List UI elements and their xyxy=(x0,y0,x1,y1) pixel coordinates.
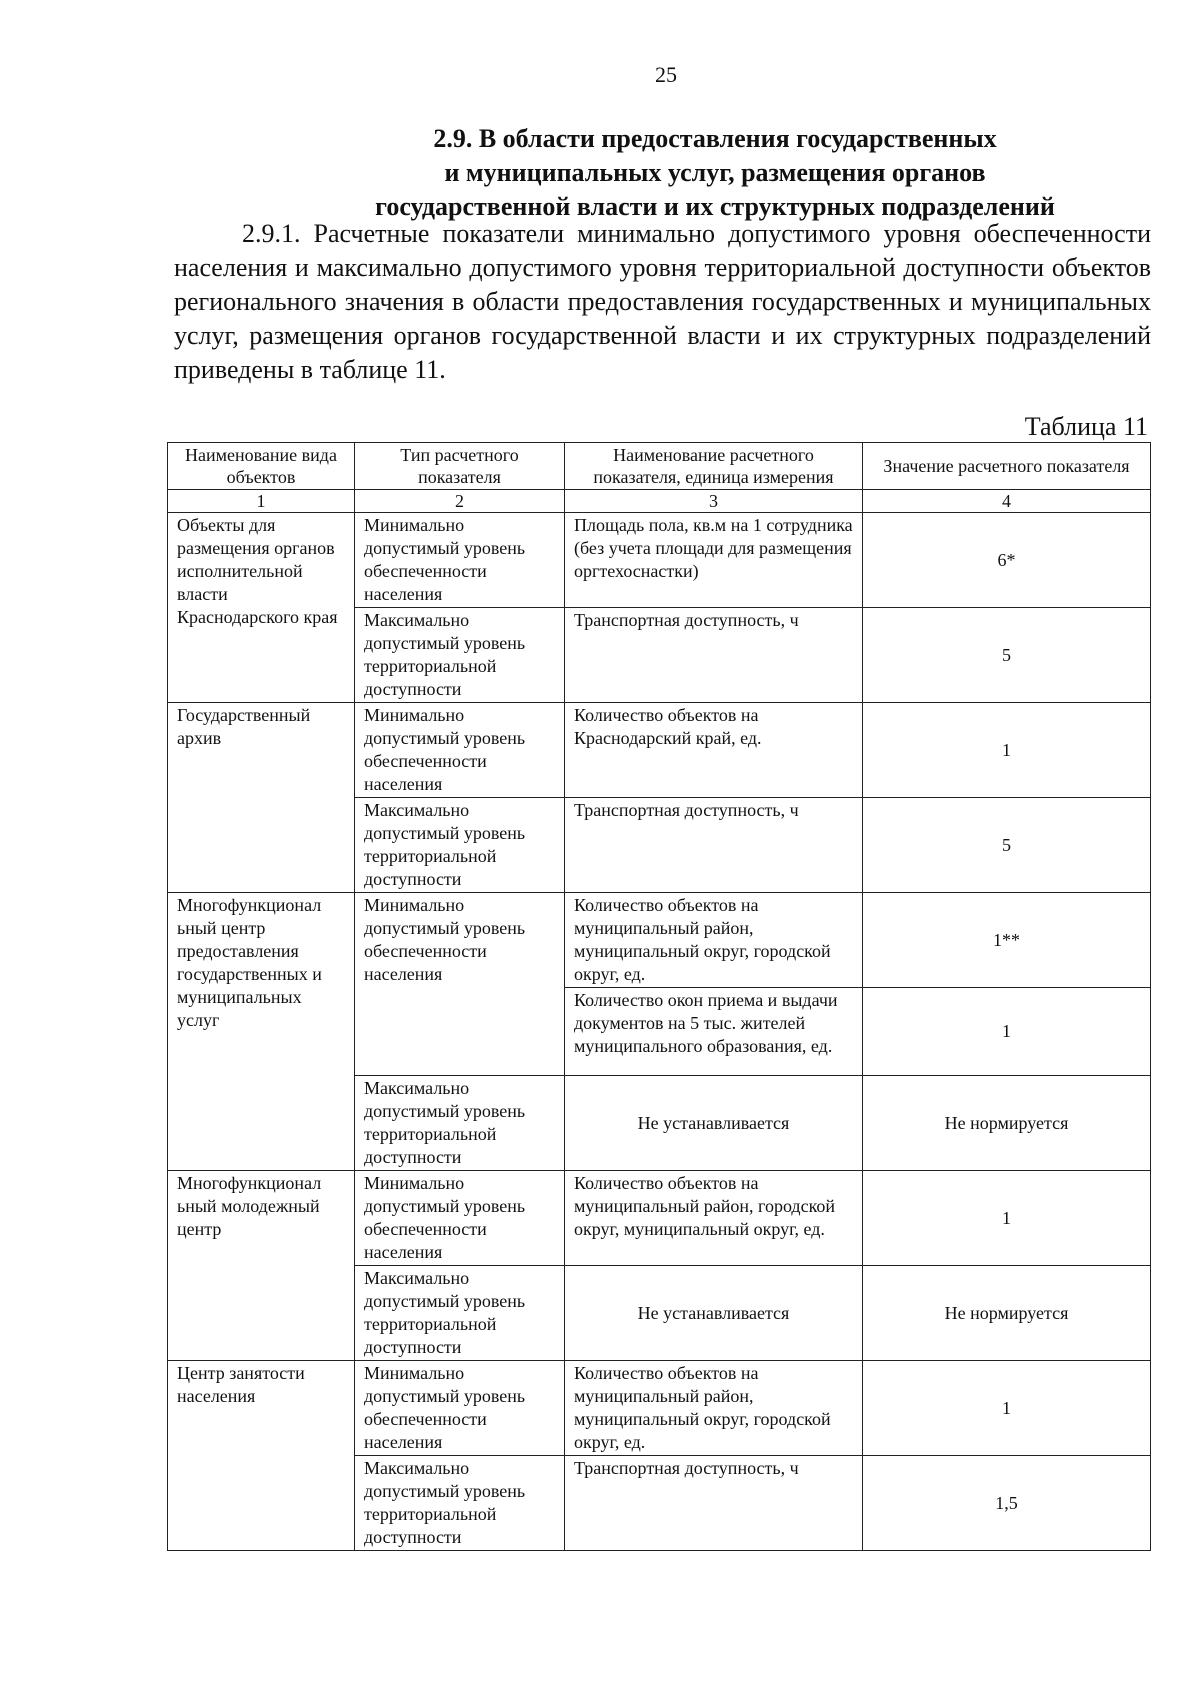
column-number: 4 xyxy=(863,490,1151,513)
norms-table xyxy=(167,442,1151,1551)
column-number: 2 xyxy=(355,490,565,513)
header-cell: Тип расчетного показателя xyxy=(355,443,565,490)
column-number-row xyxy=(168,490,1151,513)
indicator-name-cell: Площадь пола, кв.м на 1 сотрудника (без учета площади для размещения оргтехоснастки) xyxy=(565,513,863,608)
object-name-cell: Многофункционал ьный центр предоставления государственных и муниципальных услуг xyxy=(168,893,355,1171)
header-cell: Значение расчетного показателя xyxy=(863,443,1151,490)
indicator-name-cell: Количество объектов на муниципальный район, городской округ, муниципальный округ, ед. xyxy=(565,1171,863,1266)
indicator-value-cell: Не нормируется xyxy=(863,1266,1151,1361)
table-caption: Таблица 11 xyxy=(1024,412,1148,441)
indicator-type-cell: Минимально допустимый уровень обеспеченности населения xyxy=(355,1171,565,1266)
indicator-value-cell: 1,5 xyxy=(863,1456,1151,1551)
indicator-type-cell: Минимально допустимый уровень обеспеченности населения xyxy=(355,893,565,1076)
heading-line: и муниципальных услуг, размещения органов xyxy=(444,158,986,187)
indicator-type-cell: Максимально допустимый уровень территориальной доступности xyxy=(355,1076,565,1171)
indicator-name-cell: Количество объектов на муниципальный район, муниципальный округ, городской округ, ед. xyxy=(565,893,863,988)
indicator-value-cell: 1 xyxy=(863,703,1151,798)
table-header-row xyxy=(168,443,1151,490)
indicator-name-cell: Количество окон приема и выдачи документов на 5 тыс. жителей муниципального образования, ед. xyxy=(565,988,863,1076)
indicator-value-cell: 5 xyxy=(863,608,1151,703)
header-cell: Наименование расчетного показателя, единица измерения xyxy=(565,443,863,490)
object-name-cell: Государственный архив xyxy=(168,703,355,893)
object-name-cell: Объекты для размещения органов исполнительной власти Краснодарского края xyxy=(168,513,355,703)
table-row xyxy=(168,513,1151,608)
indicator-name-cell: Не устанавливается xyxy=(565,1076,863,1171)
column-number: 3 xyxy=(565,490,863,513)
paragraph-text: 2.9.1. Расчетные показатели минимально допустимого уровня обеспеченности населения и максимально допустимого уровня территориальной доступности объектов регионального значения в области предоставления государственных и муниципальных услуг, размещения органов государственной власти и их структурных подразделений приведены в таблице 11. xyxy=(174,219,1151,384)
indicator-value-cell: 1 xyxy=(863,1361,1151,1456)
indicator-value-cell: 6* xyxy=(863,513,1151,608)
indicator-type-cell: Минимально допустимый уровень обеспеченности населения xyxy=(355,703,565,798)
heading-line: государственной власти и их структурных подразделений xyxy=(375,192,1055,221)
indicator-type-cell: Минимально допустимый уровень обеспеченности населения xyxy=(355,1361,565,1456)
object-name-cell: Многофункционал ьный молодежный центр xyxy=(168,1171,355,1361)
indicator-type-cell: Минимально допустимый уровень обеспеченности населения xyxy=(355,513,565,608)
indicator-name-cell: Количество объектов на Краснодарский край, ед. xyxy=(565,703,863,798)
heading-line: 2.9. В области предоставления государственных xyxy=(433,124,997,153)
table-row xyxy=(168,1171,1151,1266)
indicator-type-cell: Максимально допустимый уровень территориальной доступности xyxy=(355,1456,565,1551)
indicator-name-cell: Количество объектов на муниципальный район, муниципальный округ, городской округ, ед. xyxy=(565,1361,863,1456)
indicator-name-cell: Не устанавливается xyxy=(565,1266,863,1361)
indicator-type-cell: Максимально допустимый уровень территориальной доступности xyxy=(355,798,565,893)
header-cell: Наименование вида объектов xyxy=(168,443,355,490)
indicator-value-cell: 1 xyxy=(863,988,1151,1076)
indicator-type-cell: Максимально допустимый уровень территориальной доступности xyxy=(355,608,565,703)
indicator-value-cell: 5 xyxy=(863,798,1151,893)
table-row xyxy=(168,893,1151,988)
table-row xyxy=(168,1361,1151,1456)
indicator-value-cell: 1 xyxy=(863,1171,1151,1266)
object-name-cell: Центр занятости населения xyxy=(168,1361,355,1551)
column-number: 1 xyxy=(168,490,355,513)
indicator-value-cell: Не нормируется xyxy=(863,1076,1151,1171)
table-row xyxy=(168,703,1151,798)
indicator-name-cell: Транспортная доступность, ч xyxy=(565,798,863,893)
indicator-type-cell: Максимально допустимый уровень территориальной доступности xyxy=(355,1266,565,1361)
indicator-name-cell: Транспортная доступность, ч xyxy=(565,1456,863,1551)
section-heading xyxy=(300,122,1130,224)
page-number: 25 xyxy=(655,62,677,87)
indicator-value-cell: 1** xyxy=(863,893,1151,988)
body-paragraph xyxy=(174,217,1151,387)
indicator-name-cell: Транспортная доступность, ч xyxy=(565,608,863,703)
